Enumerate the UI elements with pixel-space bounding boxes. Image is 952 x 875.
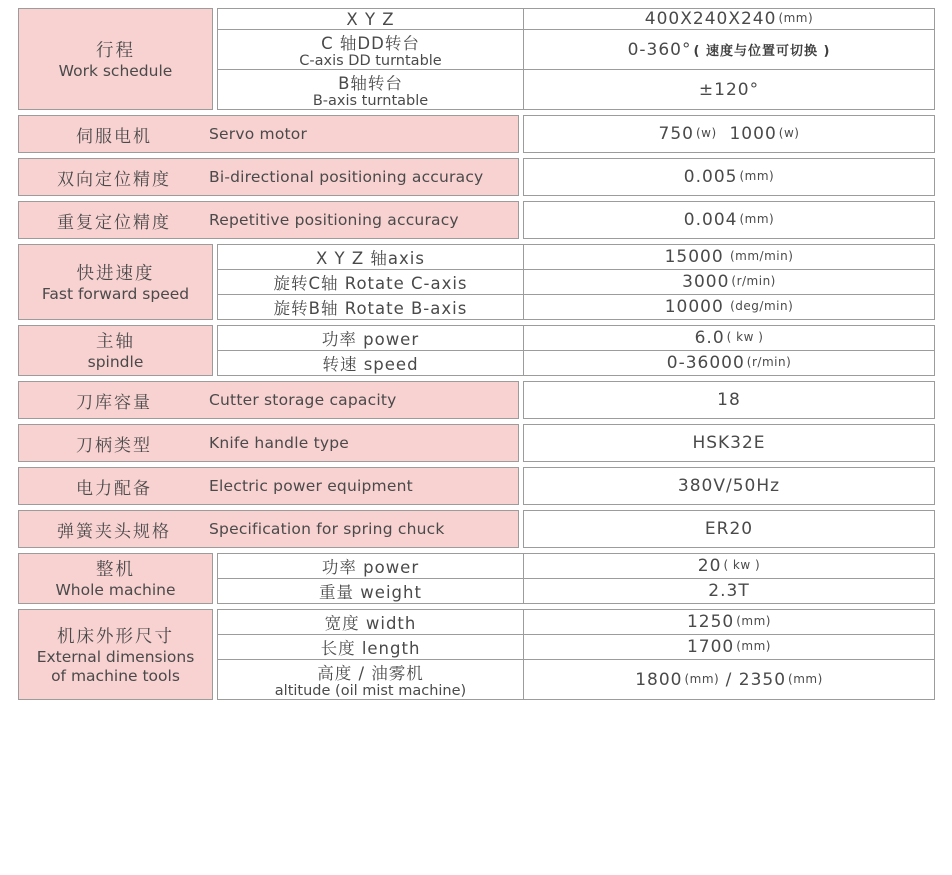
subrow-value-cell xyxy=(524,610,934,634)
subrow-value-cell xyxy=(524,70,934,109)
spec-row xyxy=(18,510,935,548)
value-text: / 2350 xyxy=(719,669,787,690)
group-label-en: Whole machine xyxy=(55,581,176,600)
row-label-en: Bi-directional positioning accuracy xyxy=(209,168,484,186)
subrow-label-line2: B-axis turntable xyxy=(312,93,429,109)
spec-subrow xyxy=(218,245,934,269)
subrow-label-line1: X Y Z xyxy=(346,9,395,29)
spec-group xyxy=(18,325,935,376)
spec-group xyxy=(18,609,935,700)
subrow-label-line1: 转速 speed xyxy=(322,355,419,374)
spec-group xyxy=(18,553,935,604)
subrow-label-line1: 宽度 width xyxy=(324,614,417,633)
group-label-cell xyxy=(18,8,213,110)
value-text: 3000 xyxy=(682,272,730,292)
row-value-cell xyxy=(523,510,935,548)
subrow-label-cell xyxy=(218,295,524,319)
spec-group xyxy=(18,8,935,110)
spec-subrow xyxy=(218,350,934,375)
subrow-label-cell xyxy=(218,270,524,294)
group-subrows xyxy=(217,8,935,110)
value-unit: ( kw ) xyxy=(723,558,761,572)
group-label-en: Work schedule xyxy=(58,61,173,80)
row-value-cell xyxy=(523,424,935,462)
subrow-label-line2: C-axis DD turntable xyxy=(299,53,442,69)
row-label-cell xyxy=(18,201,519,239)
value-text: 0.004 xyxy=(683,210,738,230)
value-text: 1250 xyxy=(686,612,735,632)
row-value-cell xyxy=(523,115,935,153)
value-text: 0-360° xyxy=(627,39,692,60)
spec-subrow xyxy=(218,578,934,603)
subrow-label-cell xyxy=(218,579,524,603)
value-text: 1000 xyxy=(716,124,777,144)
subrow-label-line2: altitude (oil mist machine) xyxy=(274,683,467,699)
group-subrows xyxy=(217,244,935,320)
row-label-cell xyxy=(18,115,519,153)
value-unit: (mm) xyxy=(778,11,814,25)
row-value-cell xyxy=(523,467,935,505)
group-label-cell xyxy=(18,325,213,376)
group-label-en: Fast forward speed xyxy=(41,284,190,303)
spec-row xyxy=(18,381,935,419)
subrow-label-line1: 长度 length xyxy=(320,639,421,658)
value-text: 2.3T xyxy=(708,581,750,601)
group-label-zh: 机床外形尺寸 xyxy=(57,626,174,647)
subrow-value-cell xyxy=(524,660,934,699)
value-text: 6.0 xyxy=(694,328,725,348)
value-text: 1700 xyxy=(686,637,735,657)
spec-row xyxy=(18,115,935,153)
value-unit: (mm/min) xyxy=(725,249,794,263)
subrow-label-cell xyxy=(218,70,524,109)
subrow-label-line1: 重量 weight xyxy=(319,583,422,602)
spec-subrow xyxy=(218,9,934,29)
subrow-label-line1: 旋转B轴 Rotate B-axis xyxy=(273,299,468,318)
value-unit: (w) xyxy=(778,126,800,140)
group-label-zh: 快进速度 xyxy=(76,263,155,284)
row-label-zh: 弹簧夹头规格 xyxy=(57,521,171,542)
value-text: 20 xyxy=(697,556,722,576)
subrow-value-cell xyxy=(524,554,934,578)
value-text: 18 xyxy=(717,390,741,410)
subrow-label-line1: 功率 power xyxy=(321,558,420,577)
group-label-en: spindle xyxy=(87,353,144,372)
value-unit: (deg/min) xyxy=(725,299,794,313)
group-subrows xyxy=(217,553,935,604)
value-text: 1800 xyxy=(635,669,683,690)
group-label-cell xyxy=(18,244,213,320)
value-unit: (mm) xyxy=(739,212,775,226)
subrow-label-line1: 功率 power xyxy=(321,330,420,349)
group-label-zh: 主轴 xyxy=(96,332,135,353)
subrow-value-cell xyxy=(524,30,934,69)
row-label-zh: 刀库容量 xyxy=(76,392,152,413)
value-text: ER20 xyxy=(704,519,754,539)
group-label-en: External dimensions xyxy=(36,647,195,666)
row-label-zh: 重复定位精度 xyxy=(57,212,171,233)
row-label-cell xyxy=(18,424,519,462)
spec-table xyxy=(18,8,935,700)
spec-subrow xyxy=(218,269,934,294)
subrow-label-cell xyxy=(218,245,524,269)
spec-subrow xyxy=(218,634,934,659)
value-text: 10000 xyxy=(664,297,724,317)
subrow-value-cell xyxy=(524,245,934,269)
subrow-label-line1: 高度 / 油雾机 xyxy=(317,664,424,683)
value-text: 400X240X240 xyxy=(644,9,777,29)
row-label-cell xyxy=(18,467,519,505)
value-unit: ( kw ) xyxy=(726,330,764,344)
subrow-label-cell xyxy=(218,554,524,578)
subrow-label-cell xyxy=(218,635,524,659)
row-label-cell xyxy=(18,158,519,196)
group-label-en: of machine tools xyxy=(51,667,180,685)
value-unit: (mm) xyxy=(788,671,823,686)
row-label-zh: 伺服电机 xyxy=(76,126,152,147)
row-label-en: Specification for spring chuck xyxy=(209,520,445,538)
spec-subrow xyxy=(218,326,934,350)
spec-group xyxy=(18,244,935,320)
value-unit: (mm) xyxy=(684,671,720,686)
row-label-cell xyxy=(18,510,519,548)
row-label-en: Knife handle type xyxy=(209,434,349,452)
value-text: 0.005 xyxy=(683,167,738,187)
value-text: 0-36000 xyxy=(666,353,745,373)
value-unit: (mm) xyxy=(739,169,775,183)
subrow-label-cell xyxy=(218,9,524,29)
row-label-zh: 电力配备 xyxy=(76,478,152,499)
subrow-value-cell xyxy=(524,270,934,294)
subrow-value-cell xyxy=(524,326,934,350)
subrow-label-line1: B轴转台 xyxy=(338,74,403,93)
group-subrows xyxy=(217,609,935,700)
spec-subrow xyxy=(218,659,934,699)
spec-subrow xyxy=(218,29,934,69)
group-label-zh: 整机 xyxy=(96,560,135,581)
group-subrows xyxy=(217,325,935,376)
spec-row xyxy=(18,201,935,239)
subrow-value-cell xyxy=(524,351,934,375)
subrow-label-line1: X Y Z 轴axis xyxy=(316,249,425,268)
subrow-label-cell xyxy=(218,326,524,350)
spec-subrow xyxy=(218,69,934,109)
spec-row xyxy=(18,467,935,505)
subrow-label-cell xyxy=(218,30,524,69)
spec-row xyxy=(18,158,935,196)
group-label-cell xyxy=(18,609,213,700)
subrow-label-cell xyxy=(218,351,524,375)
subrow-value-cell xyxy=(524,635,934,659)
subrow-value-cell xyxy=(524,295,934,319)
row-label-cell xyxy=(18,381,519,419)
value-unit: (mm) xyxy=(736,639,771,653)
group-label-cell xyxy=(18,553,213,604)
row-value-cell xyxy=(523,381,935,419)
subrow-label-cell xyxy=(218,660,524,699)
value-text: 380V/50Hz xyxy=(677,476,781,496)
value-text: 750 xyxy=(658,124,694,144)
row-label-en: Servo motor xyxy=(209,125,308,143)
subrow-label-line1: 旋转C轴 Rotate C-axis xyxy=(273,274,468,293)
value-unit: ( 速度与位置可切换 ) xyxy=(693,44,831,59)
subrow-label-line1: C 轴DD转台 xyxy=(321,34,420,53)
spec-subrow xyxy=(218,554,934,578)
subrow-value-cell xyxy=(524,9,934,29)
row-label-zh: 刀柄类型 xyxy=(76,435,152,456)
row-label-en: Electric power equipment xyxy=(209,477,413,495)
spec-row xyxy=(18,424,935,462)
row-label-zh: 双向定位精度 xyxy=(57,169,171,190)
value-text: ±120° xyxy=(698,79,760,100)
spec-subrow xyxy=(218,610,934,634)
value-text: HSK32E xyxy=(692,433,766,453)
value-unit: (mm) xyxy=(736,614,771,628)
subrow-label-cell xyxy=(218,610,524,634)
group-label-zh: 行程 xyxy=(96,40,135,61)
spec-subrow xyxy=(218,294,934,319)
value-unit: (w) xyxy=(696,126,717,140)
row-value-cell xyxy=(523,201,935,239)
row-label-en: Repetitive positioning accuracy xyxy=(209,211,459,229)
row-label-en: Cutter storage capacity xyxy=(209,391,397,409)
row-value-cell xyxy=(523,158,935,196)
value-unit: (r/min) xyxy=(731,274,776,288)
value-unit: (r/min) xyxy=(746,355,792,369)
subrow-value-cell xyxy=(524,579,934,603)
value-text: 15000 xyxy=(664,247,724,267)
